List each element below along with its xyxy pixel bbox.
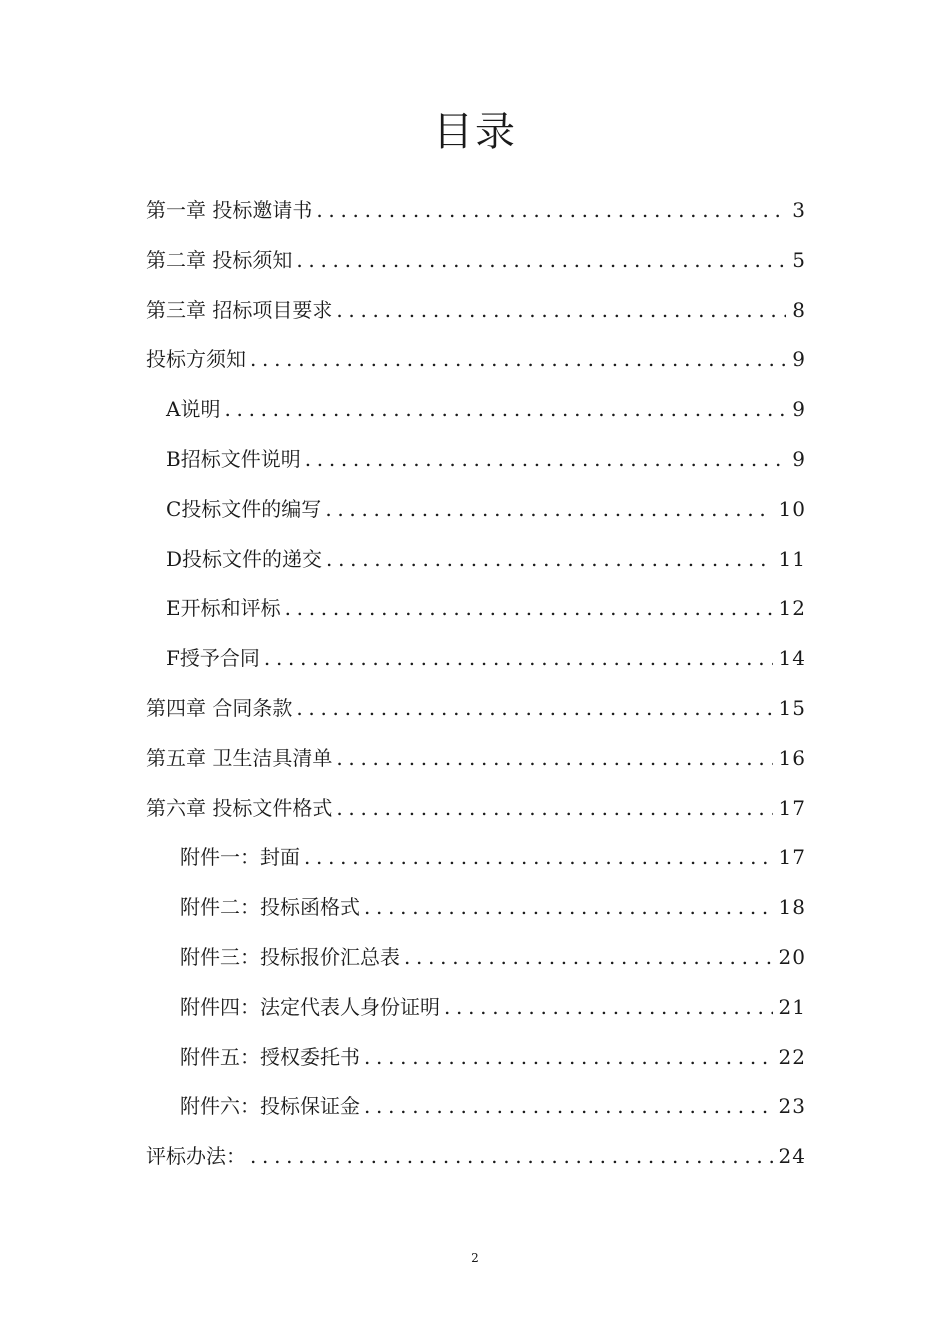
dot-leader bbox=[296, 236, 786, 286]
dot-leader bbox=[326, 535, 773, 585]
toc-entry-label: 附件五：授权委托书 bbox=[180, 1044, 360, 1069]
toc-entry-label: 投标方须知 bbox=[146, 347, 246, 372]
toc-entry-attachment-1[interactable] bbox=[146, 833, 806, 883]
toc-entry-label: 第三章 招标项目要求 bbox=[146, 297, 333, 322]
toc-entry-page: 24 bbox=[778, 1144, 806, 1169]
dot-leader bbox=[304, 833, 773, 883]
toc-entry-label: 投标文件的编写 bbox=[181, 496, 322, 521]
page-title: 目录 bbox=[433, 109, 517, 155]
dot-leader bbox=[364, 883, 773, 933]
toc-entry-label: 附件三：投标报价汇总表 bbox=[180, 944, 400, 969]
toc-entry-letter: F bbox=[166, 646, 180, 671]
toc-entry-attachment-6[interactable] bbox=[146, 1082, 806, 1132]
toc-entry-label: 招标文件说明 bbox=[180, 446, 301, 471]
toc-entry-section-f[interactable] bbox=[146, 634, 806, 684]
toc-entry-page: 22 bbox=[778, 1044, 806, 1069]
toc-entry-label: 附件二：投标函格式 bbox=[180, 895, 360, 920]
toc-entry-page: 5 bbox=[792, 247, 806, 272]
toc-entry-label: 第一章 投标邀请书 bbox=[146, 198, 313, 222]
toc-entry-evaluation-method[interactable] bbox=[146, 1132, 806, 1182]
toc-entry-letter: B bbox=[166, 446, 181, 471]
dot-leader bbox=[444, 983, 773, 1033]
toc-entry-page: 15 bbox=[778, 695, 806, 720]
toc-entry-chapter-2[interactable] bbox=[146, 236, 806, 286]
dot-leader bbox=[364, 1033, 773, 1083]
toc-entry-section-b[interactable] bbox=[146, 435, 806, 485]
toc-entry-label: 附件六：投标保证金 bbox=[180, 1094, 360, 1119]
dot-leader bbox=[285, 584, 773, 634]
toc-entry-chapter-3[interactable] bbox=[146, 286, 806, 336]
toc-entry-label: 投标文件的递交 bbox=[182, 546, 323, 571]
toc-entry-page: 9 bbox=[792, 446, 806, 471]
toc-entry-page: 8 bbox=[792, 297, 806, 322]
toc-entry-page: 12 bbox=[778, 596, 806, 621]
dot-leader bbox=[250, 1132, 773, 1182]
toc-entry-page: 17 bbox=[778, 795, 806, 820]
toc-entry-page: 17 bbox=[778, 845, 806, 870]
toc-entry-section-d[interactable] bbox=[146, 535, 806, 585]
toc-entry-label: 附件一：封面 bbox=[180, 845, 300, 870]
toc-entry-label: 附件四：法定代表人身份证明 bbox=[180, 994, 440, 1019]
dot-leader bbox=[336, 286, 786, 336]
dot-leader bbox=[316, 186, 786, 236]
table-of-contents bbox=[146, 186, 806, 1182]
toc-entry-label: 开标和评标 bbox=[180, 596, 281, 621]
toc-entry-section-a[interactable] bbox=[146, 385, 806, 435]
toc-entry-chapter-4[interactable] bbox=[146, 684, 806, 734]
toc-entry-attachment-2[interactable] bbox=[146, 883, 806, 933]
page-number: 2 bbox=[471, 1251, 479, 1265]
toc-entry-letter: D bbox=[166, 546, 183, 571]
toc-entry-chapter-1[interactable] bbox=[146, 186, 806, 236]
toc-entry-page: 16 bbox=[778, 745, 806, 770]
toc-entry-label: 第二章 投标须知 bbox=[146, 247, 293, 272]
toc-entry-letter: E bbox=[166, 596, 181, 621]
dot-leader bbox=[364, 1082, 773, 1132]
dot-leader bbox=[336, 784, 772, 834]
toc-entry-label: 第六章 投标文件格式 bbox=[146, 795, 333, 820]
toc-entry-attachment-4[interactable] bbox=[146, 983, 806, 1033]
toc-entry-attachment-3[interactable] bbox=[146, 933, 806, 983]
toc-entry-page: 9 bbox=[792, 397, 806, 422]
toc-entry-chapter-5[interactable] bbox=[146, 734, 806, 784]
dot-leader bbox=[325, 485, 772, 535]
toc-entry-letter: A bbox=[166, 397, 181, 422]
toc-entry-label: 第五章 卫生洁具清单 bbox=[146, 745, 333, 770]
toc-entry-page: 3 bbox=[792, 198, 806, 222]
dot-leader bbox=[305, 435, 787, 485]
toc-entry-page: 23 bbox=[778, 1094, 806, 1119]
toc-entry-label: 第四章 合同条款 bbox=[146, 695, 293, 720]
dot-leader bbox=[296, 684, 772, 734]
toc-entry-page: 18 bbox=[778, 895, 806, 920]
dot-leader bbox=[336, 734, 772, 784]
toc-entry-section-c[interactable] bbox=[146, 485, 806, 535]
toc-entry-label: 授予合同 bbox=[179, 646, 260, 671]
toc-entry-section-e[interactable] bbox=[146, 584, 806, 634]
toc-entry-page: 10 bbox=[778, 496, 806, 521]
dot-leader bbox=[404, 933, 773, 983]
toc-entry-attachment-5[interactable] bbox=[146, 1033, 806, 1083]
toc-entry-label: 说明 bbox=[180, 397, 221, 422]
toc-entry-page: 14 bbox=[778, 646, 806, 671]
dot-leader bbox=[224, 385, 786, 435]
toc-entry-page: 20 bbox=[778, 944, 806, 969]
toc-entry-page: 9 bbox=[792, 347, 806, 372]
dot-leader bbox=[250, 335, 786, 385]
toc-entry-page: 11 bbox=[778, 546, 806, 571]
toc-entry-letter: C bbox=[166, 496, 182, 521]
toc-entry-bidder-instructions[interactable] bbox=[146, 335, 806, 385]
toc-entry-chapter-6[interactable] bbox=[146, 784, 806, 834]
dot-leader bbox=[264, 634, 773, 684]
toc-entry-label: 评标办法： bbox=[146, 1144, 246, 1169]
toc-entry-page: 21 bbox=[778, 994, 806, 1019]
